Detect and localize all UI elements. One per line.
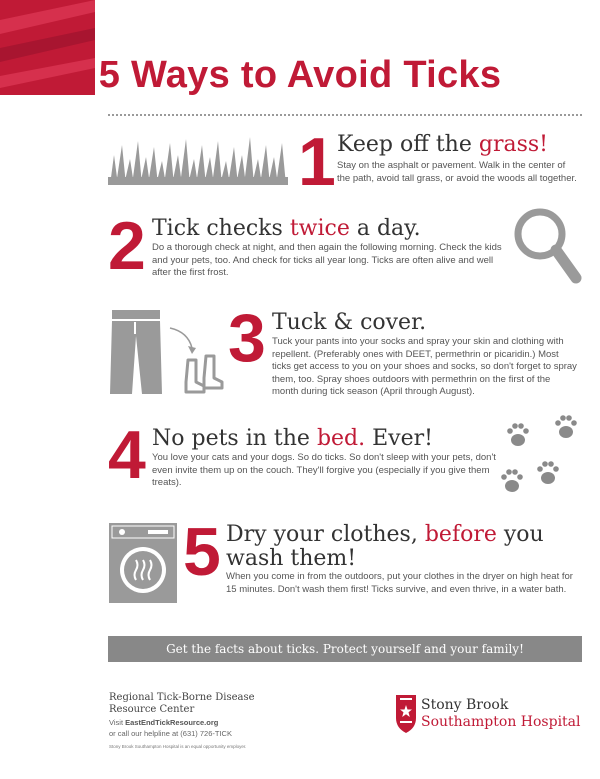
tip-1-heading: Keep off the grass!	[337, 132, 548, 157]
disclaimer-text: Stony Brook Southampton Hospital is an equal opportunity employer.	[109, 744, 247, 749]
tip-4-number: 4	[108, 417, 146, 493]
tip-1-body: Stay on the asphalt or pavement. Walk in the center of the path, avoid tall grass, or avoid the woods all together.	[337, 160, 577, 184]
tip-2-heading: Tick checks twice a day.	[152, 216, 421, 241]
tip-2-body: Do a thorough check at night, and then again the following morning. Check the kids and your pets, too. And check for ticks all year long. Ticks are often alive and well after the first frost.	[152, 242, 502, 279]
website-line: Visit EastEndTickResource.org	[109, 718, 219, 727]
pants-and-socks-icon	[108, 306, 233, 396]
paw-prints-icon	[498, 414, 582, 498]
grass-icon	[108, 137, 288, 185]
tip-5-body: When you come in from the outdoors, put your clothes in the dryer on high heat for 15 minutes. Don't wash them first! Ticks survive, and even thrive, in a water bath.	[226, 571, 573, 595]
hospital-shield-logo-icon	[395, 694, 417, 734]
tip-3-number: 3	[228, 300, 266, 376]
logo-name-line2: Southampton Hospital	[421, 714, 581, 730]
logo-name-line1: Stony Brook	[421, 697, 509, 713]
tip-3-body: Tuck your pants into your socks and spray your skin and clothing with repellent. (Preferably ones with DEET, permethrin or picaridin.) Most ticks get access to you on your shoes and socks, so don't forget to spray them, too. Spray shoes outdoors with permethrin on the first of the month during tick season (April through August).	[272, 336, 577, 398]
dotted-divider	[108, 114, 582, 116]
page-title: 5 Ways to Avoid Ticks	[98, 54, 502, 96]
facts-banner: Get the facts about ticks. Protect yourself and your family!	[108, 636, 582, 662]
resource-center-name: Regional Tick-Borne Disease Resource Center	[109, 692, 255, 715]
tip-3-heading: Tuck & cover.	[272, 310, 427, 335]
tip-4-heading: No pets in the bed. Ever!	[152, 426, 433, 451]
website-link[interactable]: EastEndTickResource.org	[125, 718, 219, 727]
magnifying-glass-icon	[510, 204, 582, 284]
tip-1-number: 1	[298, 124, 336, 200]
tip-4-body: You love your cats and your dogs. So do ticks. So don't sleep with your pets, don't even invite them up on the couch. They'll forgive you (especially if you give them treats).	[152, 452, 496, 489]
tip-5-heading: Dry your clothes, before you wash them!	[226, 522, 544, 571]
clothes-dryer-icon	[108, 522, 178, 604]
helpline-text: or call our helpline at (631) 726-TICK	[109, 729, 232, 738]
tip-5-number: 5	[183, 514, 221, 590]
tip-2-number: 2	[108, 208, 146, 284]
